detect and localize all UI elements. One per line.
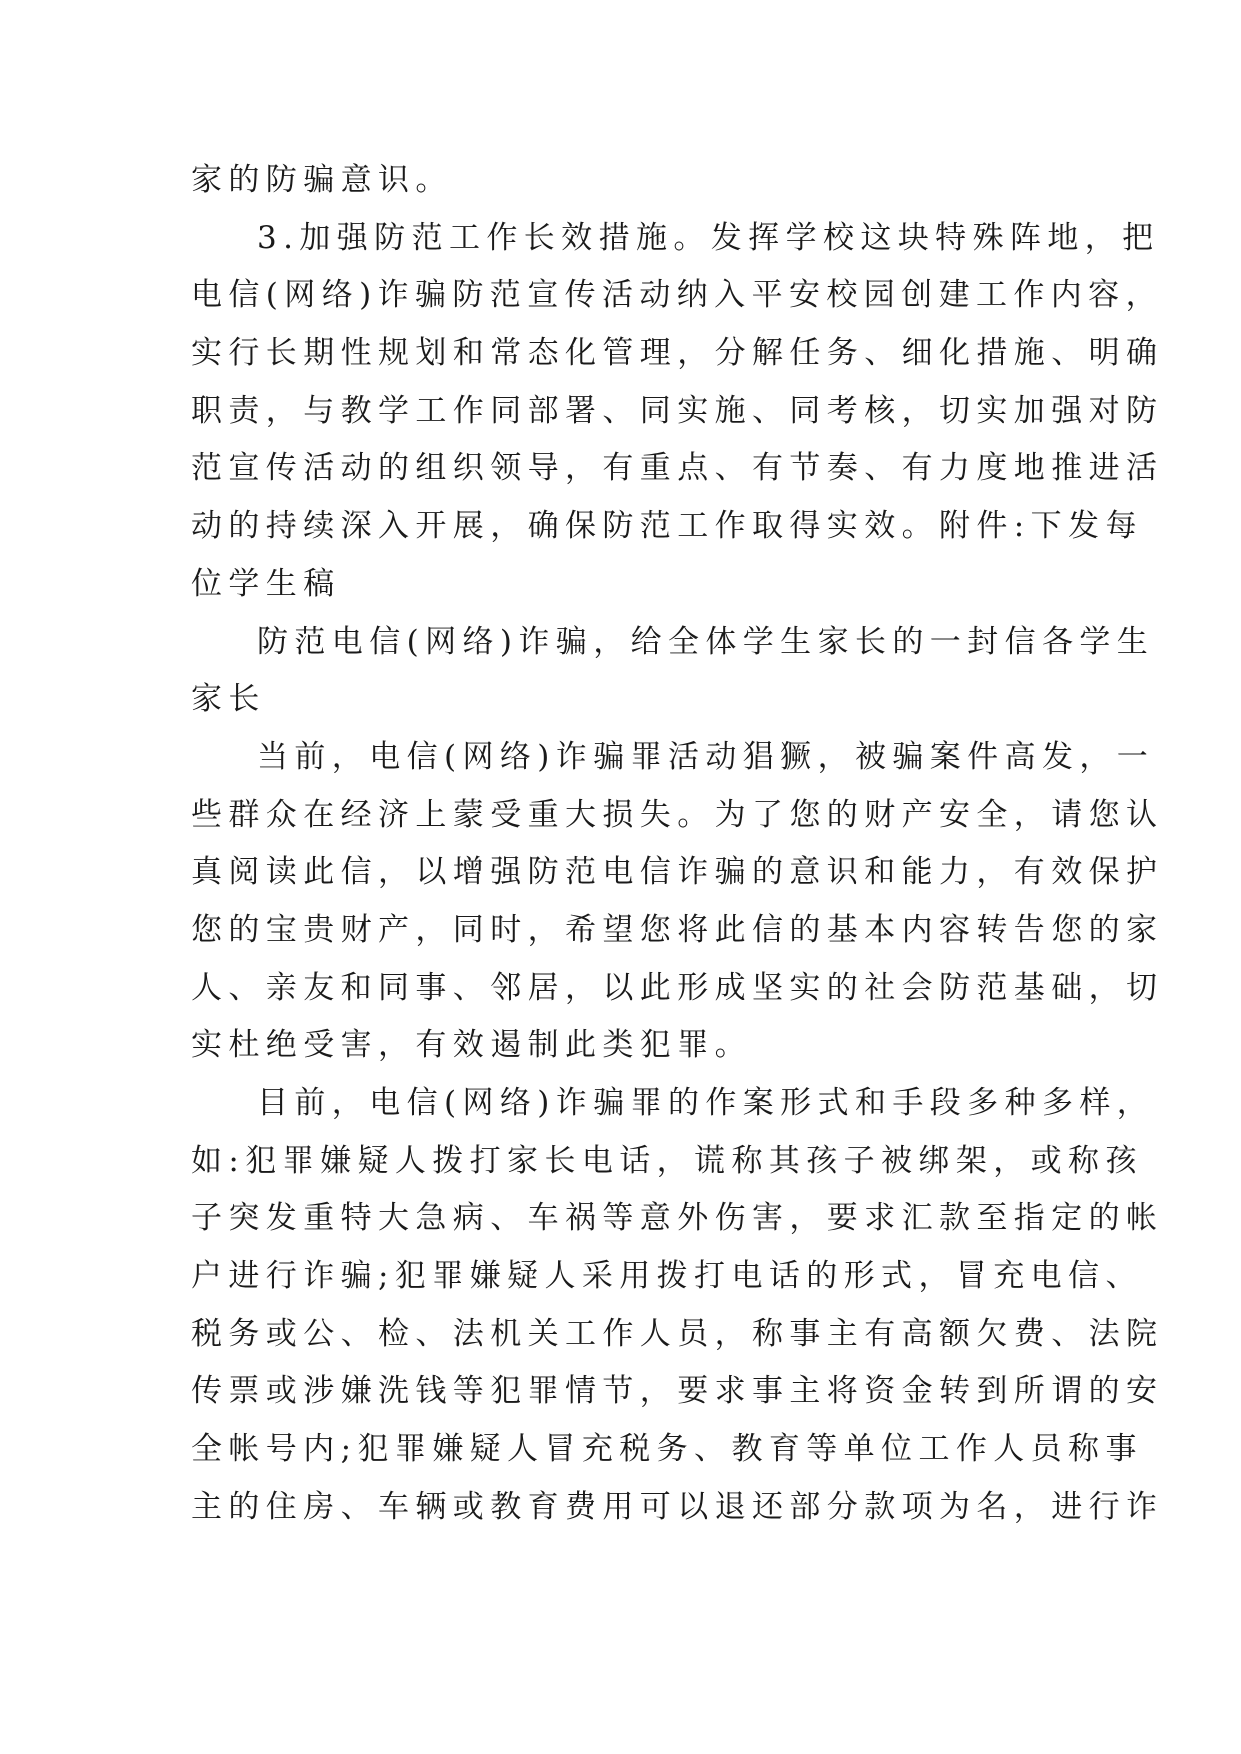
text-line: 实杜绝受害，有效遏制此类犯罪。 <box>191 1027 752 1064</box>
text-line: 当前，电信(网络)诈骗罪活动猖獗，被骗案件高发，一 <box>257 738 1155 775</box>
text-line: 主的住房、车辆或教育费用可以退还部分款项为名，进行诈 <box>191 1488 1164 1525</box>
text-line: 传票或涉嫌洗钱等犯罪情节，要求事主将资金转到所谓的安 <box>191 1373 1164 1410</box>
text-line: 家长 <box>191 681 266 718</box>
text-line: 些群众在经济上蒙受重大损失。为了您的财产安全，请您认 <box>191 796 1164 833</box>
text-line: 防范电信(网络)诈骗，给全体学生家长的一封信各学生 <box>257 623 1155 660</box>
text-line: 动的持续深入开展，确保防范工作取得实效。附件:下发每 <box>191 508 1143 545</box>
text-line: 如:犯罪嫌疑人拨打家长电话，谎称其孩子被绑架，或称孩 <box>191 1142 1143 1179</box>
text-line: 人、亲友和同事、邻居，以此形成坚实的社会防范基础，切 <box>191 969 1164 1006</box>
text-line: 全帐号内;犯罪嫌疑人冒充税务、教育等单位工作人员称事 <box>191 1431 1143 1468</box>
text-line: 您的宝贵财产，同时，希望您将此信的基本内容转告您的家 <box>191 911 1164 948</box>
text-line: 真阅读此信，以增强防范电信诈骗的意识和能力，有效保护 <box>191 854 1164 891</box>
text-line: 位学生稿 <box>191 565 341 602</box>
document-body <box>191 152 1164 1537</box>
text-line: 目前，电信(网络)诈骗罪的作案形式和手段多种多样， <box>257 1085 1155 1121</box>
text-line: 子突发重特大急病、车祸等意外伤害，要求汇款至指定的帐 <box>191 1200 1164 1237</box>
text-line: 户进行诈骗;犯罪嫌疑人采用拨打电话的形式，冒充电信、 <box>191 1258 1143 1295</box>
text-line: 税务或公、检、法机关工作人员，称事主有高额欠费、法院 <box>191 1315 1164 1352</box>
text-line: 范宣传活动的组织领导，有重点、有节奏、有力度地推进活 <box>191 450 1164 487</box>
text-line: 家的防骗意识。 <box>191 162 453 198</box>
text-line: 电信(网络)诈骗防范宣传活动纳入平安校园创建工作内容， <box>191 277 1163 314</box>
text-line: 3.加强防范工作长效措施。发挥学校这块特殊阵地，把 <box>257 219 1160 256</box>
text-line: 职责，与教学工作同部署、同实施、同考核，切实加强对防 <box>191 392 1164 429</box>
text-line: 实行长期性规划和常态化管理，分解任务、细化措施、明确 <box>191 335 1164 372</box>
